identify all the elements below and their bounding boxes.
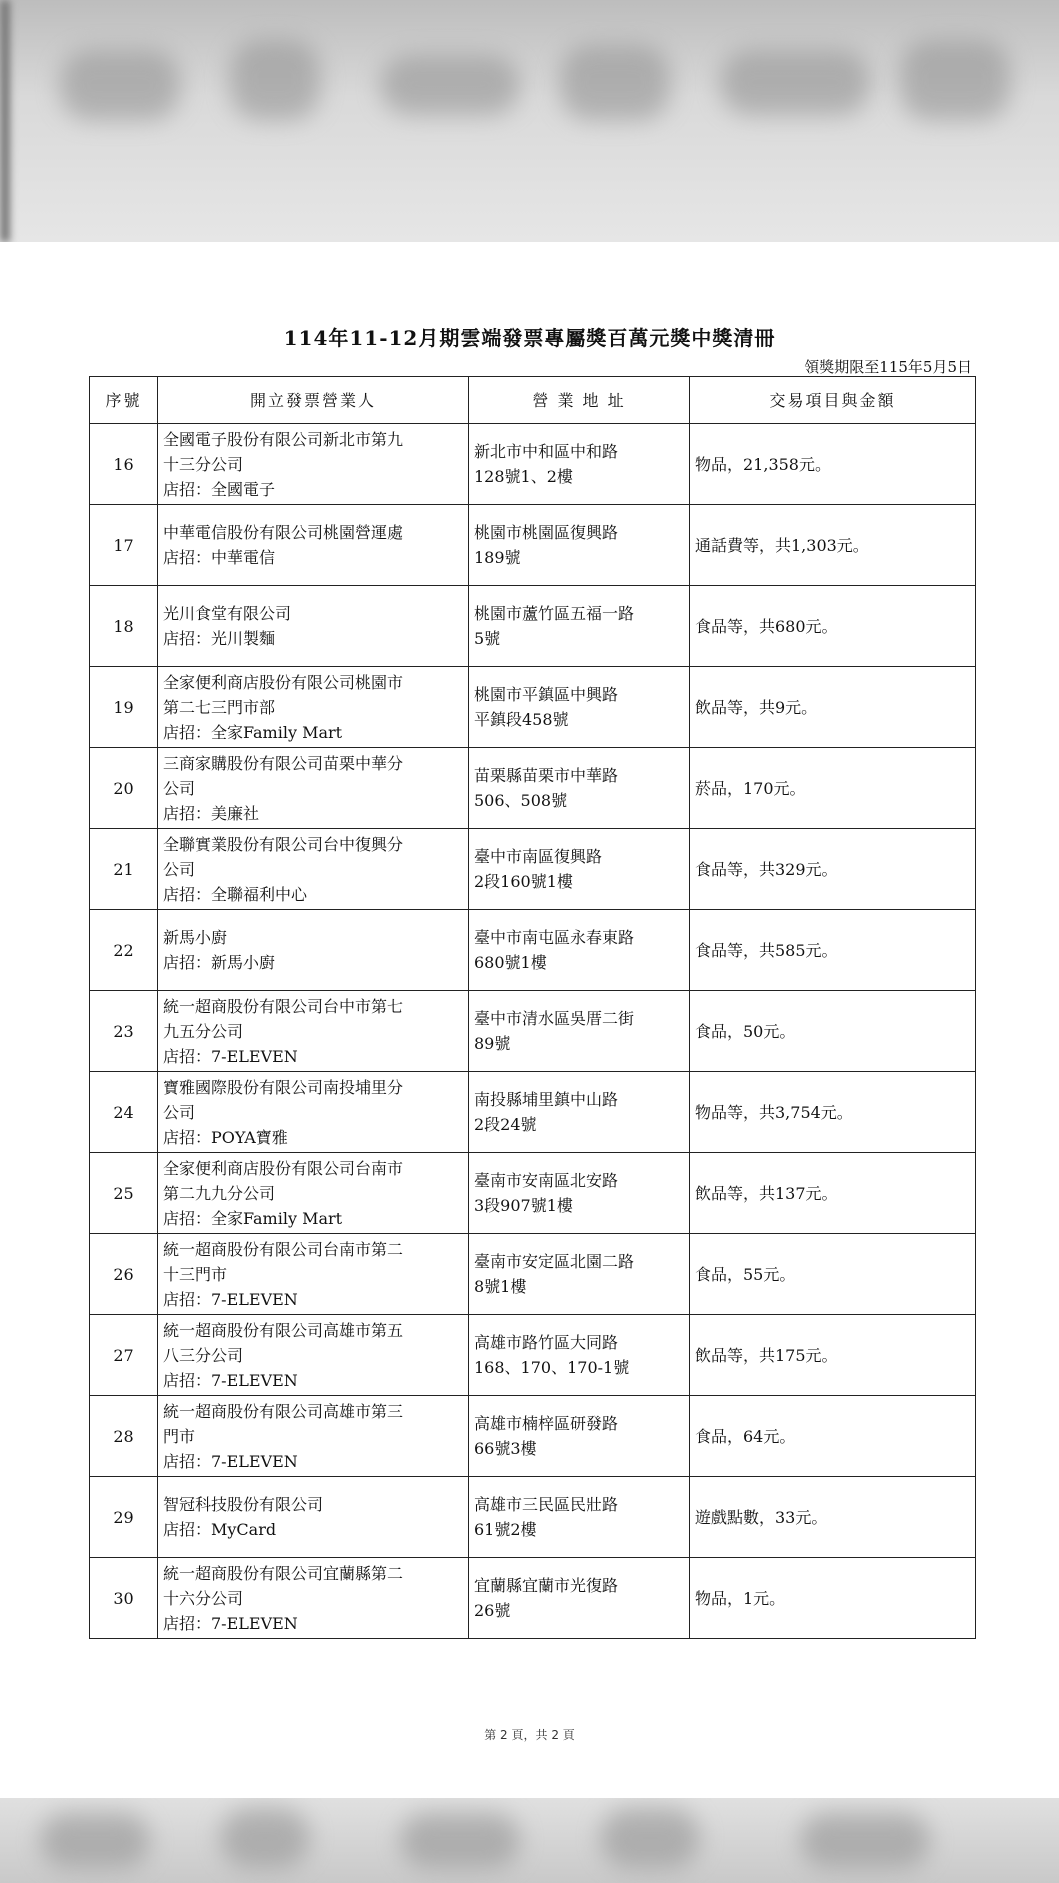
merchant-cell [158, 991, 469, 1072]
address-cell [469, 1396, 690, 1477]
merchant-cell [158, 1396, 469, 1477]
table-row [90, 910, 976, 991]
merchant-line: 新馬小廚 [163, 928, 228, 947]
serial-number: 26 [90, 1234, 158, 1315]
table-row [90, 505, 976, 586]
address-line: 臺中市清水區吳厝二街 [474, 1009, 635, 1028]
merchant-cell [158, 505, 469, 586]
table-row [90, 1072, 976, 1153]
merchant-line: 店招：7-ELEVEN [163, 1451, 298, 1471]
merchant-cell [158, 1153, 469, 1234]
address-line: 189號 [474, 548, 521, 567]
transaction-cell: 食品，50元。 [690, 991, 976, 1072]
address-line: 臺中市南區復興路 [474, 847, 603, 866]
transaction-cell: 物品等，共3,754元。 [690, 1072, 976, 1153]
address-cell [469, 1153, 690, 1234]
table-row [90, 424, 976, 505]
merchant-cell [158, 748, 469, 829]
address-cell [469, 748, 690, 829]
merchant-line: 全聯實業股份有限公司台中復興分 [163, 834, 404, 854]
address-cell [469, 1315, 690, 1396]
merchant-line: 店招：7-ELEVEN [163, 1613, 298, 1633]
merchant-line: 智冠科技股份有限公司 [163, 1495, 324, 1514]
address-line: 桃園市平鎮區中興路 [474, 685, 619, 704]
merchant-cell [158, 1072, 469, 1153]
serial-number: 25 [90, 1153, 158, 1234]
transaction-cell: 食品等，共680元。 [690, 586, 976, 667]
transaction-cell: 食品等，共329元。 [690, 829, 976, 910]
table-row [90, 586, 976, 667]
address-cell [469, 586, 690, 667]
address-line: 89號 [474, 1034, 511, 1053]
merchant-line: 中華電信股份有限公司桃園營運處 [163, 523, 404, 542]
serial-number: 17 [90, 505, 158, 586]
merchant-line: 店招：全國電子 [163, 479, 276, 499]
address-cell [469, 910, 690, 991]
table-row [90, 1558, 976, 1639]
transaction-cell: 飲品等，共9元。 [690, 667, 976, 748]
merchant-line: 十三門市 [163, 1264, 228, 1284]
address-cell [469, 424, 690, 505]
transaction-cell: 物品，21,358元。 [690, 424, 976, 505]
address-line: 臺南市安定區北園二路 [474, 1252, 635, 1271]
transaction-cell: 菸品，170元。 [690, 748, 976, 829]
merchant-cell [158, 1315, 469, 1396]
table-row [90, 991, 976, 1072]
merchant-line: 統一超商股份有限公司宜蘭縣第二 [163, 1563, 404, 1583]
merchant-line: 公司 [163, 1102, 196, 1122]
merchant-line: 店招：光川製麵 [163, 629, 276, 648]
merchant-line: 光川食堂有限公司 [163, 604, 292, 623]
merchant-line: 十六分公司 [163, 1588, 244, 1608]
address-cell [469, 1072, 690, 1153]
transaction-cell: 飲品等，共175元。 [690, 1315, 976, 1396]
merchant-line: 第二七三門市部 [163, 697, 276, 717]
table-row [90, 1477, 976, 1558]
merchant-line: 九五分公司 [163, 1021, 244, 1041]
address-line: 平鎮段458號 [474, 710, 569, 729]
header-serial: 序號 [90, 377, 158, 424]
merchant-line: 店招：中華電信 [163, 548, 276, 567]
address-line: 新北市中和區中和路 [474, 442, 619, 461]
address-line: 26號 [474, 1601, 511, 1620]
address-cell [469, 1558, 690, 1639]
transaction-cell: 食品，64元。 [690, 1396, 976, 1477]
serial-number: 16 [90, 424, 158, 505]
address-line: 5號 [474, 629, 501, 648]
merchant-line: 統一超商股份有限公司高雄市第五 [163, 1320, 404, 1340]
blurred-top-region [0, 0, 1059, 242]
merchant-line: 店招：新馬小廚 [163, 953, 276, 972]
document-page [0, 242, 1059, 1798]
merchant-line: 統一超商股份有限公司台中市第七 [163, 996, 404, 1016]
address-line: 高雄市路竹區大同路 [474, 1333, 619, 1352]
address-line: 高雄市楠梓區研發路 [474, 1414, 619, 1433]
merchant-line: 三商家購股份有限公司苗栗中華分 [163, 753, 404, 773]
table-row [90, 1153, 976, 1234]
address-line: 3段907號1樓 [474, 1196, 573, 1215]
address-line: 128號1、2樓 [474, 467, 573, 486]
address-line: 66號3樓 [474, 1439, 537, 1458]
merchant-line: 公司 [163, 859, 196, 879]
transaction-cell: 食品，55元。 [690, 1234, 976, 1315]
address-line: 南投縣埔里鎮中山路 [474, 1090, 619, 1109]
table-row [90, 748, 976, 829]
merchant-cell [158, 1234, 469, 1315]
transaction-cell: 通話費等，共1,303元。 [690, 505, 976, 586]
serial-number: 29 [90, 1477, 158, 1558]
table-header-row [90, 377, 976, 424]
address-line: 臺中市南屯區永春東路 [474, 928, 635, 947]
merchant-line: 店招：全聯福利中心 [163, 884, 308, 904]
merchant-line: 店招：全家Family Mart [163, 722, 343, 742]
serial-number: 28 [90, 1396, 158, 1477]
table-row [90, 667, 976, 748]
table-row [90, 829, 976, 910]
merchant-cell [158, 1558, 469, 1639]
address-line: 8號1樓 [474, 1277, 527, 1296]
table-row [90, 1315, 976, 1396]
blurred-bottom-region [0, 1798, 1059, 1883]
merchant-line: 店招：7-ELEVEN [163, 1289, 298, 1309]
address-cell [469, 991, 690, 1072]
merchant-line: 公司 [163, 778, 196, 798]
header-address: 營 業 地 址 [469, 377, 690, 424]
serial-number: 21 [90, 829, 158, 910]
winners-table [89, 376, 976, 1639]
address-cell [469, 505, 690, 586]
merchant-line: 店招：全家Family Mart [163, 1208, 343, 1228]
merchant-line: 門市 [163, 1426, 196, 1446]
table-row [90, 1234, 976, 1315]
header-merchant: 開立發票營業人 [158, 377, 469, 424]
merchant-line: 寶雅國際股份有限公司南投埔里分 [163, 1077, 404, 1097]
address-line: 苗栗縣苗栗市中華路 [474, 766, 619, 785]
merchant-line: 全家便利商店股份有限公司桃園市 [163, 672, 404, 692]
merchant-line: 全家便利商店股份有限公司台南市 [163, 1158, 404, 1178]
serial-number: 30 [90, 1558, 158, 1639]
address-line: 宜蘭縣宜蘭市光復路 [474, 1576, 619, 1595]
header-transaction: 交易項目與金額 [690, 377, 976, 424]
merchant-line: 店招：7-ELEVEN [163, 1370, 298, 1390]
serial-number: 27 [90, 1315, 158, 1396]
page-number-footer: 第 2 頁，共 2 頁 [484, 1728, 575, 1742]
transaction-cell: 食品等，共585元。 [690, 910, 976, 991]
merchant-line: 統一超商股份有限公司高雄市第三 [163, 1401, 404, 1421]
claim-deadline: 領獎期限至115年5月5日 [804, 358, 972, 376]
merchant-cell [158, 586, 469, 667]
serial-number: 24 [90, 1072, 158, 1153]
merchant-cell [158, 424, 469, 505]
address-line: 高雄市三民區民壯路 [474, 1495, 619, 1514]
merchant-cell [158, 1477, 469, 1558]
merchant-cell [158, 829, 469, 910]
serial-number: 23 [90, 991, 158, 1072]
address-line: 168、170、170-1號 [474, 1358, 630, 1377]
transaction-cell: 飲品等，共137元。 [690, 1153, 976, 1234]
transaction-cell: 物品，1元。 [690, 1558, 976, 1639]
address-line: 桃園市桃園區復興路 [474, 523, 619, 542]
merchant-cell [158, 910, 469, 991]
address-cell [469, 829, 690, 910]
merchant-line: 統一超商股份有限公司台南市第二 [163, 1239, 404, 1259]
serial-number: 19 [90, 667, 158, 748]
address-line: 臺南市安南區北安路 [474, 1171, 619, 1190]
address-line: 61號2樓 [474, 1520, 537, 1539]
serial-number: 20 [90, 748, 158, 829]
merchant-cell [158, 667, 469, 748]
merchant-line: 全國電子股份有限公司新北市第九 [163, 429, 404, 449]
serial-number: 18 [90, 586, 158, 667]
address-cell [469, 667, 690, 748]
merchant-line: 店招：7-ELEVEN [163, 1046, 298, 1066]
merchant-line: 店招：POYA寶雅 [163, 1127, 288, 1147]
table-row [90, 1396, 976, 1477]
merchant-line: 第二九九分公司 [163, 1183, 276, 1203]
address-line: 2段160號1樓 [474, 872, 573, 891]
address-line: 680號1樓 [474, 953, 547, 972]
address-line: 2段24號 [474, 1115, 537, 1134]
transaction-cell: 遊戲點數，33元。 [690, 1477, 976, 1558]
merchant-line: 店招：美廉社 [163, 803, 260, 823]
address-cell [469, 1234, 690, 1315]
address-line: 506、508號 [474, 791, 568, 810]
merchant-line: 十三分公司 [163, 454, 244, 474]
address-cell [469, 1477, 690, 1558]
merchant-line: 店招：MyCard [163, 1520, 277, 1539]
document-title: 114年11-12月期雲端發票專屬獎百萬元獎中獎清冊 [283, 326, 776, 350]
address-line: 桃園市蘆竹區五福一路 [474, 604, 635, 623]
merchant-line: 八三分公司 [163, 1345, 244, 1365]
serial-number: 22 [90, 910, 158, 991]
